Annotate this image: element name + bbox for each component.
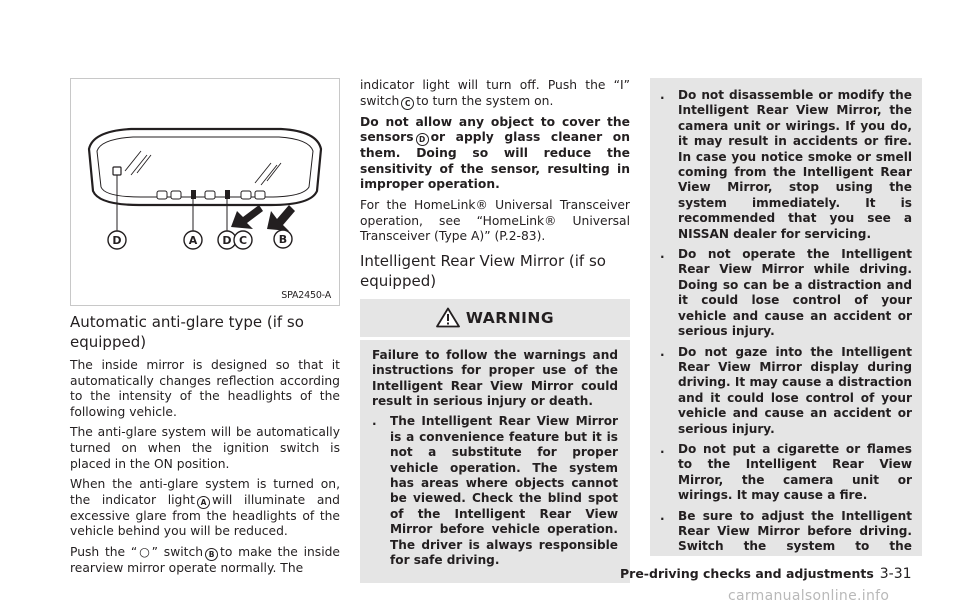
warning-bullet (372, 414, 618, 568)
label-d-right: D (222, 234, 232, 247)
watermark: carmanualsonline.info (728, 588, 890, 604)
bullet-mark: . (660, 88, 665, 102)
label-d-left: D (112, 234, 122, 247)
indicator-a-icon: A (197, 496, 210, 509)
warning-bullet (660, 88, 912, 242)
warning-bullet (660, 345, 912, 437)
bullet-text: Do not operate the Intelligent Rear View Mirror while driving. Doing so can be a distraction and it could lose control of your vehicle and cause an accident or serious injury. (678, 247, 912, 339)
bullet-text: Do not put a cigarette or flames to the Intelligent Rear View Mirror, the camera unit or wirings. It may cause a fire. (678, 441, 912, 503)
bullet-text: Do not disassemble or modify the Intelligent Rear View Mirror, the camera unit or wirings. If you do, it may result in accidents or fire. In case you notice smoke or smell coming from the Intelligent Rear View Mirror, stop using the system immediately. It is recommended that you see a NISSAN dealer for servicing. (678, 88, 912, 241)
bullet-text: Be sure to adjust the Intelligent Rear View Mirror before driving. Switch the system to the (678, 508, 912, 554)
paragraph: The anti-glare system will be automatically turned on when the ignition switch is placed in the ON position. (70, 425, 340, 471)
warning-triangle-icon (436, 307, 460, 328)
footer-section-title: Pre-driving checks and adjustments (620, 566, 874, 581)
bullet-text: The Intelligent Rear View Mirror is a convenience feature but it is not a substitute for proper vehicle operation. The system has areas where objects cannot be viewed. Check the blind spot of the Intelligent Rear View Mirror before vehicle operation. The driver is always responsible for safe driving. (390, 414, 618, 568)
paragraph: For the HomeLink® Universal Transceiver operation, see “HomeLink® Universal Transceiver (Type A)” (P.2-83). (360, 197, 630, 244)
switch-b-icon: B (205, 548, 218, 561)
mirror-figure (70, 78, 340, 306)
bullet-mark: . (372, 414, 377, 429)
warning-header (360, 299, 630, 340)
column-3 (650, 78, 922, 556)
bullet-mark: . (660, 344, 665, 359)
paragraph-bold: Do not allow any object to cover the sensors D or apply glass cleaner on them. Doing so will reduce the sensitivity of the sensor, resulting in improper operation. (360, 114, 630, 192)
label-a: A (188, 234, 198, 247)
paragraph: indicator light will turn off. Push the “I” switch C to turn the system on. (360, 78, 630, 108)
mirror-illustration (71, 79, 341, 307)
warning-continued-box (650, 78, 922, 556)
column-1 (70, 78, 340, 582)
warning-box (360, 299, 630, 584)
switch-c-icon: C (401, 97, 414, 110)
paragraph: The inside mirror is designed so that it automatically changes reflection according to the intensity of the headlights of the following vehicle. (70, 358, 340, 419)
label-b: B (278, 233, 288, 246)
warning-title: WARNING (465, 308, 555, 327)
section-heading-intelligent-mirror: Intelligent Rear View Mirror (if so equipped) (360, 251, 606, 290)
warning-intro: Failure to follow the warnings and instructions for proper use of the Intelligent Rear View Mirror could result in serious injury or death. (372, 347, 618, 408)
bullet-text: Do not gaze into the Intelligent Rear View Mirror display during driving. It may cause a distraction and it could lose control of your vehicle and cause an accident or serious injury. (678, 344, 912, 436)
column-2 (360, 78, 630, 583)
paragraph: Push the “○” switch B to make the inside rearview mirror operate normally. The (70, 544, 340, 575)
warning-bullet (660, 509, 912, 556)
figure-caption: SPA2450-A (281, 290, 331, 301)
page-footer (620, 566, 912, 582)
section-heading-anti-glare: Automatic anti-glare type (if so equipped) (70, 313, 304, 351)
page-number: 3-31 (879, 566, 912, 582)
label-c: C (238, 234, 248, 247)
warning-bullet (660, 247, 912, 339)
bullet-mark: . (660, 441, 665, 456)
warning-bullet (660, 442, 912, 504)
paragraph: When the anti-glare system is turned on, the indicator light A will illuminate and excessive glare from the headlights of the vehicle behind you will be reduced. (70, 477, 340, 539)
bullet-mark: . (660, 508, 665, 523)
sensor-d-icon: D (416, 133, 429, 146)
bullet-mark: . (660, 247, 665, 262)
